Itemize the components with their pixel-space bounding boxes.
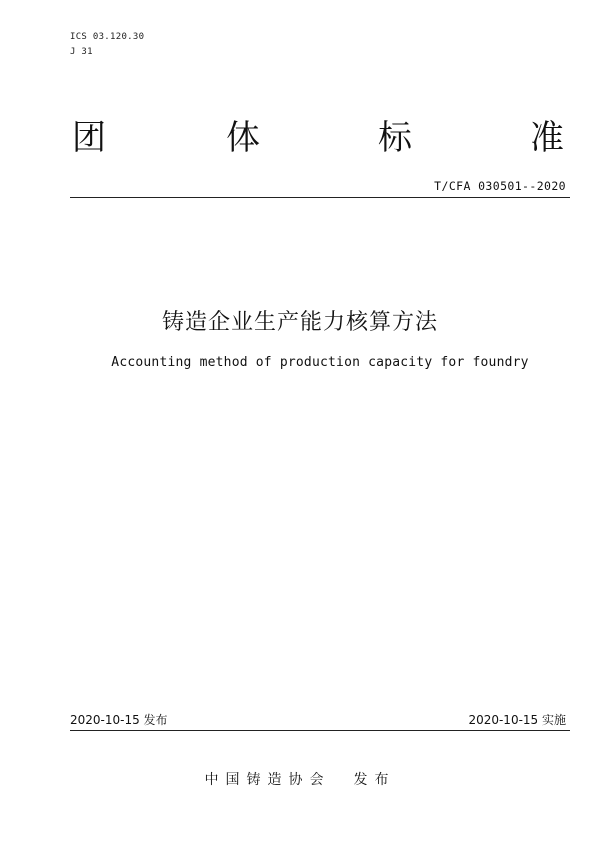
document-title-chinese: 铸造企业生产能力核算方法 xyxy=(161,310,438,335)
ccs-code: J 31 xyxy=(70,47,93,57)
top-divider xyxy=(70,197,570,198)
ics-code: ICS 03.120.30 xyxy=(70,32,145,42)
standard-type-char: 准 xyxy=(530,118,564,158)
standard-type-char: 体 xyxy=(226,118,260,158)
bottom-divider xyxy=(70,730,570,731)
issue-date: 2020-10-15 发布 xyxy=(70,713,168,727)
implementation-date: 2020-10-15 实施 xyxy=(468,713,566,727)
standard-type-char: 团 xyxy=(72,118,106,158)
standard-type-heading xyxy=(60,116,580,160)
publisher: 中国铸造协会 发布 xyxy=(204,772,396,788)
standard-number: T/CFA 030501--2020 xyxy=(434,179,566,193)
document-title-english: Accounting method of production capacity for foundry xyxy=(111,355,529,370)
standard-type-char: 标 xyxy=(378,118,412,158)
